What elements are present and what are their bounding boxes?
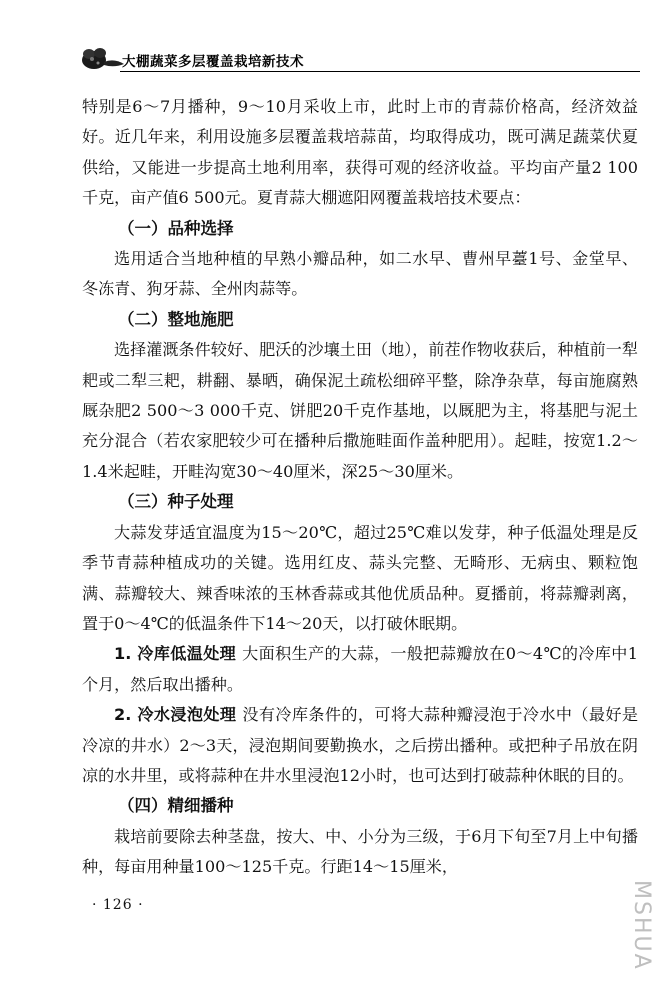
section-3-item-2 — [82, 700, 638, 791]
section-4-heading: （四）精细播种 — [118, 796, 234, 816]
item-2-text: 没有冷库条件的，可将大蒜种瓣浸泡于冷水中（最好是冷凉的井水）2～3天，浸泡期间要勤换水，之后捞出播种。或把种子吊放在阴凉的水井里，或将蒜种在井水里浸泡12小时，也可达到打破蒜种休眠的目的。 — [82, 705, 638, 785]
item-1-text: 大面积生产的大蒜，一般把蒜瓣放在0～4℃的冷库中1个月，然后取出播种。 — [82, 644, 638, 694]
item-2-heading: 2. 冷水浸泡处理 — [114, 705, 237, 725]
section-3-item-1 — [82, 639, 638, 700]
running-header — [80, 40, 640, 80]
header-title: 大棚蔬菜多层覆盖栽培新技术 — [122, 54, 304, 70]
page-number: · 126 · — [92, 897, 144, 913]
section-4-paragraph: 栽培前要除去种茎盘，按大、中、小分为三级，于6月下旬至7月上中旬播种，每亩用种量100～125千克。行距14～15厘米， — [82, 826, 638, 877]
section-3-paragraph: 大蒜发芽适宜温度为15～20℃，超过25℃难以发芽，种子低温处理是反季节青蒜种植成功的关键。选用红皮、蒜头完整、无畸形、无病虫、颗粒饱满、蒜瓣较大、辣香味浓的玉林香蒜或其他优质品种。夏播前，将蒜瓣剥离，置于0～4℃的低温条件下14～20天，以打破休眠期。 — [82, 522, 638, 633]
section-3-heading: （三）种子处理 — [118, 492, 234, 512]
item-1-heading: 1. 冷库低温处理 — [114, 644, 237, 664]
section-2-paragraph: 选择灌溉条件较好、肥沃的沙壤土田（地），前茬作物收获后，种植前一犁耙或二犁三耙，耕翻、暴晒，确保泥土疏松细碎平整，除净杂草，每亩施腐熟厩杂肥2 500～3 000千克、饼肥20千克作基地，以厩肥为主，将基肥与泥土充分混合（若农家肥较少可在播种后撒施畦面作盖种肥用）。起畦，按宽1.2～1.4米起畦，开畦沟宽30～40厘米，深25～30厘米。 — [82, 340, 638, 481]
section-1-paragraph: 选用适合当地种植的早熟小瓣品种，如二水早、曹州早薹1号、金堂早、冬冻青、狗牙蒜、全州肉蒜等。 — [82, 249, 638, 299]
watermark: MSHUA — [629, 880, 654, 971]
section-1-heading: （一）品种选择 — [118, 218, 234, 238]
page-content — [82, 92, 638, 883]
intro-paragraph: 特别是6～7月播种，9～10月采收上市，此时上市的青蒜价格高，经济效益好。近几年来，利用设施多层覆盖栽培蒜苗，均取得成功，既可满足蔬菜伏夏供给，又能进一步提高土地利用率，获得可观的经济收益。平均亩产量2 100千克，亩产值6 500元。夏青蒜大棚遮阳网覆盖栽培技术要点： — [82, 97, 638, 208]
section-2-heading: （二）整地施肥 — [118, 309, 234, 329]
header-rule — [120, 71, 640, 72]
vegetable-logo-icon — [80, 44, 126, 74]
